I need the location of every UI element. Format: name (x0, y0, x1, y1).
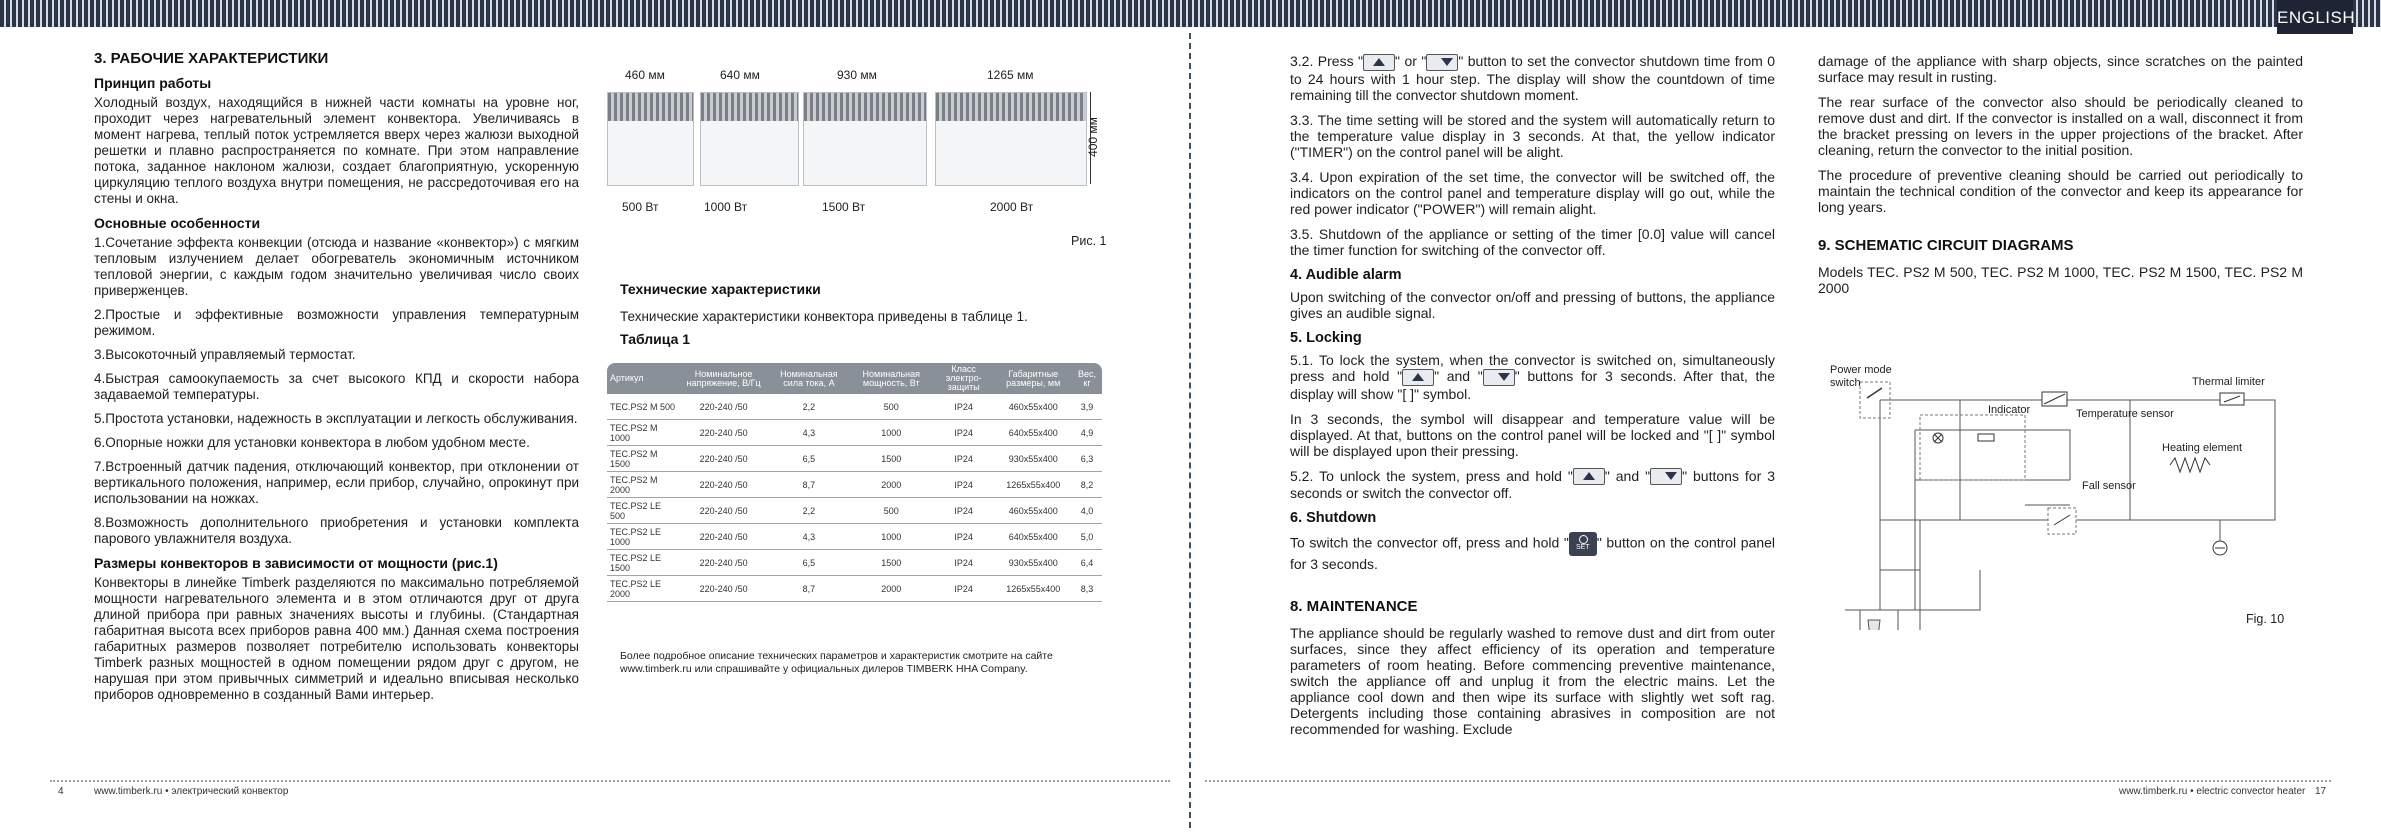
right-text-column-2 (1818, 53, 2303, 305)
temperature-sensor-label: Temperature sensor (2076, 408, 2174, 420)
damage-paragraph: damage of the appliance with sharp objects, since scratches on the painted surface may result in rusting. (1818, 53, 2303, 85)
principle-paragraph: Холодный воздух, находящийся в нижней части комнаты на уровне ног, проходит через нагревательный элемент конвектора. Увеличиваясь в момент нагрева, теплый поток устремляется вверх через жалюзи выходной решетки и плавно распространяется по комнате. При этом направление потока, заданное наклоном жалюзи, создает благоприятную, ускоренную циркуляцию теплого воздуха внутри помещения, не рассредоточивая его на стены и окна. (94, 95, 579, 206)
table-cell: TEC.PS2 M 1000 (607, 420, 679, 446)
heating-element-icon (2170, 458, 2210, 472)
page-fold-divider (1189, 33, 1191, 828)
convector-500 (607, 92, 694, 186)
table-cell: 4,3 (768, 420, 849, 446)
procedure-paragraph: The procedure of preventive cleaning should be carried out periodically to maintain the technical condition of the convector and keep its appearance for long years. (1818, 167, 2303, 215)
table-cell: 640x55x400 (994, 420, 1072, 446)
table-cell: 2000 (850, 472, 933, 498)
table-cell: 220-240 /50 (679, 446, 768, 472)
lock-symbol-paragraph: In 3 seconds, the symbol will disappear and temperature value will be displayed. At that, buttons on the control panel will be locked and "[ ]" symbol will be displayed upon their pressing. (1290, 410, 1775, 459)
table-cell: IP24 (933, 394, 995, 420)
top-stripe-bar (0, 0, 2381, 27)
table-cell: TEC.PS2 LE 1000 (607, 524, 679, 550)
table-cell: 2,2 (768, 394, 849, 420)
down-button-icon (1483, 369, 1515, 386)
footer-page-number: 4 (58, 786, 64, 797)
diagrams-heading: 9. SCHEMATIC CIRCUIT DIAGRAMS (1818, 237, 2074, 254)
power-label: 1500 Вт (822, 200, 866, 214)
power-label: 500 Вт (622, 200, 659, 214)
down-button-icon (1650, 468, 1682, 485)
timer-store-paragraph: 3.3. The time setting will be stored and the system will automatically return to the temperature value display in 3 seconds. At that, the yellow indicator ("TIMER") on the control panel will be alight. (1290, 111, 1775, 160)
table-header-cell: Класс электро-защиты (933, 363, 995, 394)
circuit-diagram (1820, 360, 2290, 630)
table-cell: 220-240 /50 (679, 524, 768, 550)
table-row (607, 394, 1102, 420)
up-button-icon (1402, 369, 1434, 386)
table-cell: 1000 (850, 524, 933, 550)
table-header-cell: Габаритные размеры, мм (994, 363, 1072, 394)
unlock-paragraph: 5.2. To unlock the system, press and hold " " and " " buttons for 3 seconds or switch the convector off. (1290, 467, 1776, 502)
spec-table (607, 363, 1102, 602)
width-label: 640 мм (720, 68, 760, 82)
rear-surface-paragraph: The rear surface of the convector also should be periodically cleaned to remove dust and dirt. If the convector is installed on a wall, disconnect it from the bracket pressing on levers in the upper projections of the bracket. After cleaning, return the convector to the initial position. (1818, 94, 2303, 158)
lock-paragraph: 5.1. To lock the system, when the convector is switched on, simultaneously press and hold " " and " " buttons for 3 seconds. After that, the display will show "[ ]" symbol. (1290, 351, 1775, 402)
table-cell: 6,4 (1072, 550, 1102, 576)
table-cell: 460x55x400 (994, 498, 1072, 524)
up-button-icon (1363, 54, 1395, 71)
table-cell: 220-240 /50 (679, 420, 768, 446)
height-label: 400 мм (1085, 117, 1100, 157)
table-cell: 8,7 (768, 576, 849, 602)
feature-item: 6.Опорные ножки для установки конвектора в любом удобном месте. (94, 435, 530, 450)
language-label: ENGLISH (2277, 0, 2353, 34)
table-row (607, 446, 1102, 472)
width-label: 930 мм (837, 68, 877, 82)
table-cell: 220-240 /50 (679, 576, 768, 602)
table-title: Таблица 1 (620, 331, 691, 347)
table-cell: TEC.PS2 M 500 (607, 394, 679, 420)
table-row (607, 576, 1102, 602)
table-row (607, 498, 1102, 524)
resistor-icon (1978, 434, 1994, 441)
table-cell: 1265x55x400 (994, 576, 1072, 602)
alarm-heading: 4. Audible alarm (1290, 266, 1402, 283)
table-cell: 4,9 (1072, 420, 1102, 446)
indicator-label: Indicator (1988, 404, 2031, 416)
convector-1000 (700, 92, 799, 186)
table-row (607, 524, 1102, 550)
table-header-row (607, 363, 1102, 394)
down-button-icon (1426, 54, 1458, 71)
table-header-cell: Вес, кг (1072, 363, 1102, 394)
fall-sensor-icon (2048, 508, 2076, 534)
heating-element-label: Heating element (2162, 442, 2243, 454)
feature-item: 2.Простые и эффективные возможности управления температурным режимом. (94, 307, 579, 338)
table-header-cell: Номинальная мощность, Вт (850, 363, 933, 394)
table-cell: 220-240 /50 (679, 550, 768, 576)
power-label: 2000 Вт (990, 200, 1034, 214)
feature-item: 8.Возможность дополнительного приобретения и установки комплекта парового увлажнителя воздуха. (94, 515, 579, 546)
table-cell: IP24 (933, 550, 995, 576)
table-cell: TEC.PS2 LE 1500 (607, 550, 679, 576)
table-cell: TEC.PS2 M 1500 (607, 446, 679, 472)
table-cell: 2,2 (768, 498, 849, 524)
footer-dotted-line (1205, 780, 2331, 782)
table-cell: 500 (850, 394, 933, 420)
timer-cancel-paragraph: 3.5. Shutdown of the appliance or setting of the timer [0.0] value will cancel the timer function for switching of the convector off. (1290, 225, 1775, 258)
table-row (607, 550, 1102, 576)
tech-heading: Технические характеристики (620, 281, 821, 297)
convector-1500 (803, 92, 927, 186)
timer-expire-paragraph: 3.4. Upon expiration of the set time, the convector will be switched off, the indicators on the control panel and temperature display will go out, while the red power indicator ("POWER") will remain alight. (1290, 168, 1775, 217)
table-cell: 220-240 /50 (679, 472, 768, 498)
circuit-svg (1820, 360, 2290, 630)
tech-paragraph: Технические характеристики конвектора приведены в таблице 1. (620, 309, 1028, 324)
table-cell: 8,2 (1072, 472, 1102, 498)
table-cell: TEC.PS2 M 2000 (607, 472, 679, 498)
right-text-column-1 (1290, 53, 1775, 746)
footer-site-text: www.timberk.ru • электрический конвектор (94, 786, 289, 797)
power-switch-label: Power mode switch (1830, 364, 1892, 389)
table-cell: 1265x55x400 (994, 472, 1072, 498)
sizes-paragraph: Конвекторы в линейке Timberk разделяются по максимально потребляемой мощности нагревательного элемента и в этом отличаются друг от друга длиной прибора при равных значениях высоты и глубины. (Стандартная габаритная высота всех приборов равна 400 мм.) Данная схема построения габаритных размеров позволяет потребителю использовать конвекторы Timberk разных мощностей в одном помещении рядом друг с другом, не нарушая при этом привычных симметрий и идеально вписывая несколько приборов одновременно в созданный Вами интерьер. (94, 575, 579, 702)
feature-item: 1.Сочетание эффекта конвекции (отсюда и название «конвектор») с мягким тепловым излучением делает обогреватель экономичным источником тепловой энергии, с каждым годом значительно увеличивая число своих приверженцев. (94, 235, 579, 298)
table-cell: 1000 (850, 420, 933, 446)
width-label: 1265 мм (987, 68, 1034, 82)
table-cell: 5,0 (1072, 524, 1102, 550)
fall-sensor-label: Fall sensor (2082, 480, 2136, 492)
maintenance-paragraph: The appliance should be regularly washed to remove dust and dirt from outer surfaces, since they affect efficiency of its operation and temperature parameters of room heating. Before commencing preventive maintenance, switch the appliance off and unplug it from the electric mains. Let the appliance cool down and then wipe its surface with slightly wet soft rag. Detergents including those containing abrasives in composition are not recommended for washing. Exclude (1290, 625, 1775, 738)
table-cell: IP24 (933, 576, 995, 602)
alarm-paragraph: Upon switching of the convector on/off and pressing of buttons, the appliance gives an audible signal. (1290, 288, 1775, 321)
left-text-column (94, 50, 579, 711)
convector-2000 (935, 92, 1087, 186)
table-cell: 8,3 (1072, 576, 1102, 602)
figure-caption: Рис. 1 (1071, 234, 1107, 248)
table-cell: 500 (850, 498, 933, 524)
thermal-limiter-label: Thermal limiter (2192, 376, 2265, 388)
table-header-cell: Артикул (607, 363, 679, 394)
table-row (607, 420, 1102, 446)
table-cell: IP24 (933, 446, 995, 472)
principle-heading: Принцип работы (94, 75, 212, 91)
feature-item: 3.Высокоточный управляемый термостат. (94, 347, 356, 362)
up-button-icon (1573, 468, 1605, 485)
feature-item: 7.Встроенный датчик падения, отключающий конвектор, при отклонении от вертикального положения, например, если прибор, случайно, опрокинут при использовании на ножках. (94, 459, 579, 506)
section-title: 3. РАБОЧИЕ ХАРАКТЕРИСТИКИ (94, 50, 329, 67)
footer-site-text: www.timberk.ru • electric convector heater (2119, 786, 2306, 797)
feature-item: 5.Простота установки, надежность в эксплуатации и легкость обслуживания. (94, 411, 578, 426)
width-label: 460 мм (625, 68, 665, 82)
table-cell: IP24 (933, 524, 995, 550)
footer-dotted-line (50, 780, 1170, 782)
table-cell: 6,5 (768, 446, 849, 472)
footer-page-number: 17 (2315, 786, 2327, 797)
table-cell: TEC.PS2 LE 2000 (607, 576, 679, 602)
table-cell: 930x55x400 (994, 550, 1072, 576)
table-cell: IP24 (933, 498, 995, 524)
table-cell: 1500 (850, 550, 933, 576)
table-cell: 220-240 /50 (679, 394, 768, 420)
table-cell: 2000 (850, 576, 933, 602)
table-cell: 460x55x400 (994, 394, 1072, 420)
sizes-heading: Размеры конвекторов в зависимости от мощности (рис.1) (94, 555, 498, 571)
set-button-icon: SET (1569, 532, 1597, 556)
table-cell: 640x55x400 (994, 524, 1072, 550)
shutdown-paragraph: To switch the convector off, press and hold " SET " button on the control panel for 3 seconds. (1290, 532, 1775, 572)
table-header-cell: Номинальное напряжение, В/Гц (679, 363, 768, 394)
indicator-box (1920, 415, 2025, 480)
table-cell: 220-240 /50 (679, 498, 768, 524)
shutdown-heading: 6. Shutdown (1290, 510, 1377, 527)
feature-item: 4.Быстрая самоокупаемость за счет высокого КПД и скорости набора задаваемой температуры. (94, 371, 579, 402)
table-cell: 6,3 (1072, 446, 1102, 472)
plug-icon (1868, 620, 1880, 630)
table-cell: IP24 (933, 472, 995, 498)
timer-step-paragraph: 3.2. Press " " or " " button to set the convector shutdown time from 0 to 24 hours with 1 hour step. The display will show the countdown of time remaining till the convector shutdown moment. (1290, 53, 1776, 103)
table-cell: 4,3 (768, 524, 849, 550)
power-label: 1000 Вт (704, 200, 748, 214)
table-row (607, 472, 1102, 498)
table-cell: 1500 (850, 446, 933, 472)
locking-heading: 5. Locking (1290, 329, 1362, 346)
maintenance-heading: 8. MAINTENANCE (1290, 598, 1418, 616)
table-header-cell: Номинальная сила тока, А (768, 363, 849, 394)
spec-table-wrapper (607, 363, 1102, 602)
table-cell: 3,9 (1072, 394, 1102, 420)
table-cell: 4,0 (1072, 498, 1102, 524)
models-paragraph: Models TEC. PS2 M 500, TEC. PS2 M 1000, TEC. PS2 M 1500, TEC. PS2 M 2000 (1818, 264, 2303, 296)
table-cell: 8,7 (768, 472, 849, 498)
table-cell: 930x55x400 (994, 446, 1072, 472)
table-cell: IP24 (933, 420, 995, 446)
spec-note: Более подробное описание технических параметров и характеристик смотрите на сайте www.timberk.ru или спрашивайте у официальных дилеров TIMBERK HHA Company. (620, 650, 1053, 675)
table-cell: 6,5 (768, 550, 849, 576)
tech-section (620, 281, 1100, 353)
table-cell: TEC.PS2 LE 500 (607, 498, 679, 524)
features-heading: Основные особенности (94, 215, 261, 231)
figure-10-caption: Fig. 10 (2246, 612, 2285, 626)
